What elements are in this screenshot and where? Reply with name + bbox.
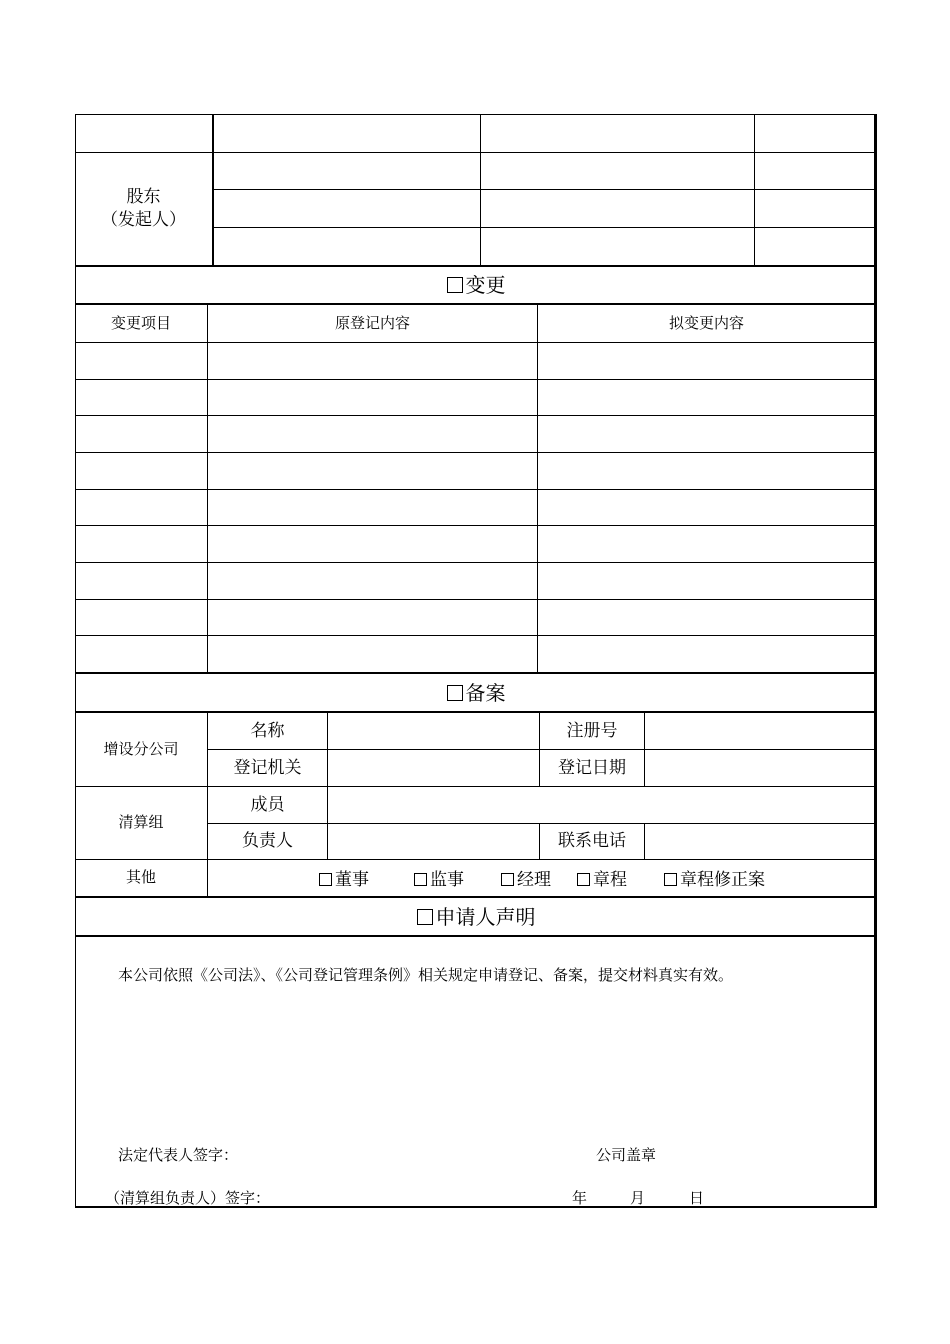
option-label: 章程修正案 xyxy=(680,870,765,890)
filing-title-text: 备案 xyxy=(465,680,506,705)
liquidation-phone-field[interactable] xyxy=(645,824,875,859)
branch-reg-date-label: 登记日期 xyxy=(558,757,626,778)
branch-name-label: 名称 xyxy=(250,720,285,741)
other-option-supervisor[interactable] xyxy=(414,865,464,890)
change-proposed-field[interactable] xyxy=(538,600,875,635)
change-proposed-field[interactable] xyxy=(538,526,875,562)
shareholder-field[interactable] xyxy=(481,115,754,152)
declaration-title-text: 申请人声明 xyxy=(435,904,536,929)
branch-reg-date-field[interactable] xyxy=(645,750,875,786)
change-original-field[interactable] xyxy=(208,563,537,599)
option-label: 章程 xyxy=(593,870,627,890)
branch-authority-field[interactable] xyxy=(328,750,539,786)
shareholder-field[interactable] xyxy=(755,228,875,265)
liquidation-members-field[interactable] xyxy=(328,787,875,823)
shareholder-field[interactable] xyxy=(214,115,480,152)
shareholders-label xyxy=(75,152,212,265)
filing-checkbox[interactable] xyxy=(447,680,506,706)
change-item-field[interactable] xyxy=(76,453,207,489)
change-title-text: 变更 xyxy=(465,273,506,297)
change-item-field[interactable] xyxy=(76,600,207,635)
checkbox-icon[interactable] xyxy=(501,873,514,886)
change-original-field[interactable] xyxy=(208,526,537,562)
change-original-field[interactable] xyxy=(208,600,537,635)
change-item-field[interactable] xyxy=(76,416,207,452)
liquidation-head-field[interactable] xyxy=(328,824,539,859)
option-label: 监事 xyxy=(430,870,464,890)
change-proposed-field[interactable] xyxy=(538,490,875,525)
change-proposed-field[interactable] xyxy=(538,563,875,599)
change-original-field[interactable] xyxy=(208,636,537,672)
section-declaration-title xyxy=(75,898,877,935)
change-proposed-field[interactable] xyxy=(538,343,875,379)
checkbox-icon[interactable] xyxy=(447,685,463,701)
change-item-field[interactable] xyxy=(76,490,207,525)
option-label: 经理 xyxy=(517,870,551,890)
shareholder-field[interactable] xyxy=(755,190,875,227)
option-label: 董事 xyxy=(335,870,369,890)
change-item-field[interactable] xyxy=(76,380,207,415)
declaration-statement: 本公司依照《公司法》、《公司登记管理条例》相关规定申请登记、备案，提交材料真实有效。 xyxy=(118,966,734,984)
branch-company-label: 增设分公司 xyxy=(103,739,179,758)
section-filing-title xyxy=(75,674,877,711)
change-original-field[interactable] xyxy=(208,343,537,379)
liquidation-head-signature-label: （清算组负责人）签字： xyxy=(105,1189,271,1207)
branch-reg-no-field[interactable] xyxy=(645,713,875,749)
company-seal-label: 公司盖章 xyxy=(596,1146,657,1164)
branch-reg-no-label: 注册号 xyxy=(566,720,618,741)
checkbox-icon[interactable] xyxy=(577,873,590,886)
change-proposed-field[interactable] xyxy=(538,416,875,452)
shareholder-field[interactable] xyxy=(755,153,875,189)
change-item-field[interactable] xyxy=(76,636,207,672)
change-header-item: 变更项目 xyxy=(110,313,171,332)
liquidation-group-label: 清算组 xyxy=(118,813,164,832)
change-original-field[interactable] xyxy=(208,490,537,525)
shareholder-name-field[interactable] xyxy=(214,190,480,227)
change-original-field[interactable] xyxy=(208,416,537,452)
other-option-articles[interactable] xyxy=(577,865,627,890)
other-option-articles-amendment[interactable] xyxy=(664,865,765,890)
shareholders-label-main: 股东 xyxy=(126,187,161,208)
liquidation-members-label: 成员 xyxy=(250,794,285,815)
section-change-title xyxy=(75,267,877,303)
shareholder-name-field[interactable] xyxy=(214,153,480,189)
change-proposed-field[interactable] xyxy=(538,380,875,415)
change-proposed-field[interactable] xyxy=(538,453,875,489)
date-year-label: 年 xyxy=(572,1189,588,1207)
liquidation-phone-label: 联系电话 xyxy=(558,831,626,852)
change-item-field[interactable] xyxy=(76,343,207,379)
date-day-label: 日 xyxy=(689,1189,705,1207)
shareholder-field[interactable] xyxy=(481,190,754,227)
shareholder-name-field[interactable] xyxy=(214,228,480,265)
change-proposed-field[interactable] xyxy=(538,636,875,672)
shareholder-field[interactable] xyxy=(481,228,754,265)
checkbox-icon[interactable] xyxy=(417,909,433,925)
change-item-field[interactable] xyxy=(76,563,207,599)
change-header-proposed: 拟变更内容 xyxy=(668,313,744,332)
change-original-field[interactable] xyxy=(208,453,537,489)
liquidation-head-label: 负责人 xyxy=(242,831,293,852)
change-original-field[interactable] xyxy=(208,380,537,415)
shareholder-field[interactable] xyxy=(755,115,875,152)
shareholder-field[interactable] xyxy=(481,153,754,189)
date-month-label: 月 xyxy=(630,1189,646,1207)
checkbox-icon[interactable] xyxy=(319,873,332,886)
section-divider xyxy=(75,935,877,937)
checkbox-icon[interactable] xyxy=(664,873,677,886)
branch-authority-label: 登记机关 xyxy=(233,757,302,778)
other-option-manager[interactable] xyxy=(501,865,551,890)
change-header-original: 原登记内容 xyxy=(334,313,410,332)
other-label: 其他 xyxy=(125,868,156,887)
other-option-director[interactable] xyxy=(319,865,369,890)
legal-rep-signature-label: 法定代表人签字： xyxy=(118,1146,239,1164)
branch-name-field[interactable] xyxy=(328,713,539,749)
shareholder-header-cell[interactable] xyxy=(76,115,212,152)
checkbox-icon[interactable] xyxy=(414,873,427,886)
shareholders-label-sub: （发起人） xyxy=(101,209,186,230)
declaration-checkbox[interactable] xyxy=(417,904,536,930)
checkbox-icon[interactable] xyxy=(447,277,463,293)
change-item-field[interactable] xyxy=(76,526,207,562)
change-checkbox[interactable] xyxy=(447,272,506,298)
